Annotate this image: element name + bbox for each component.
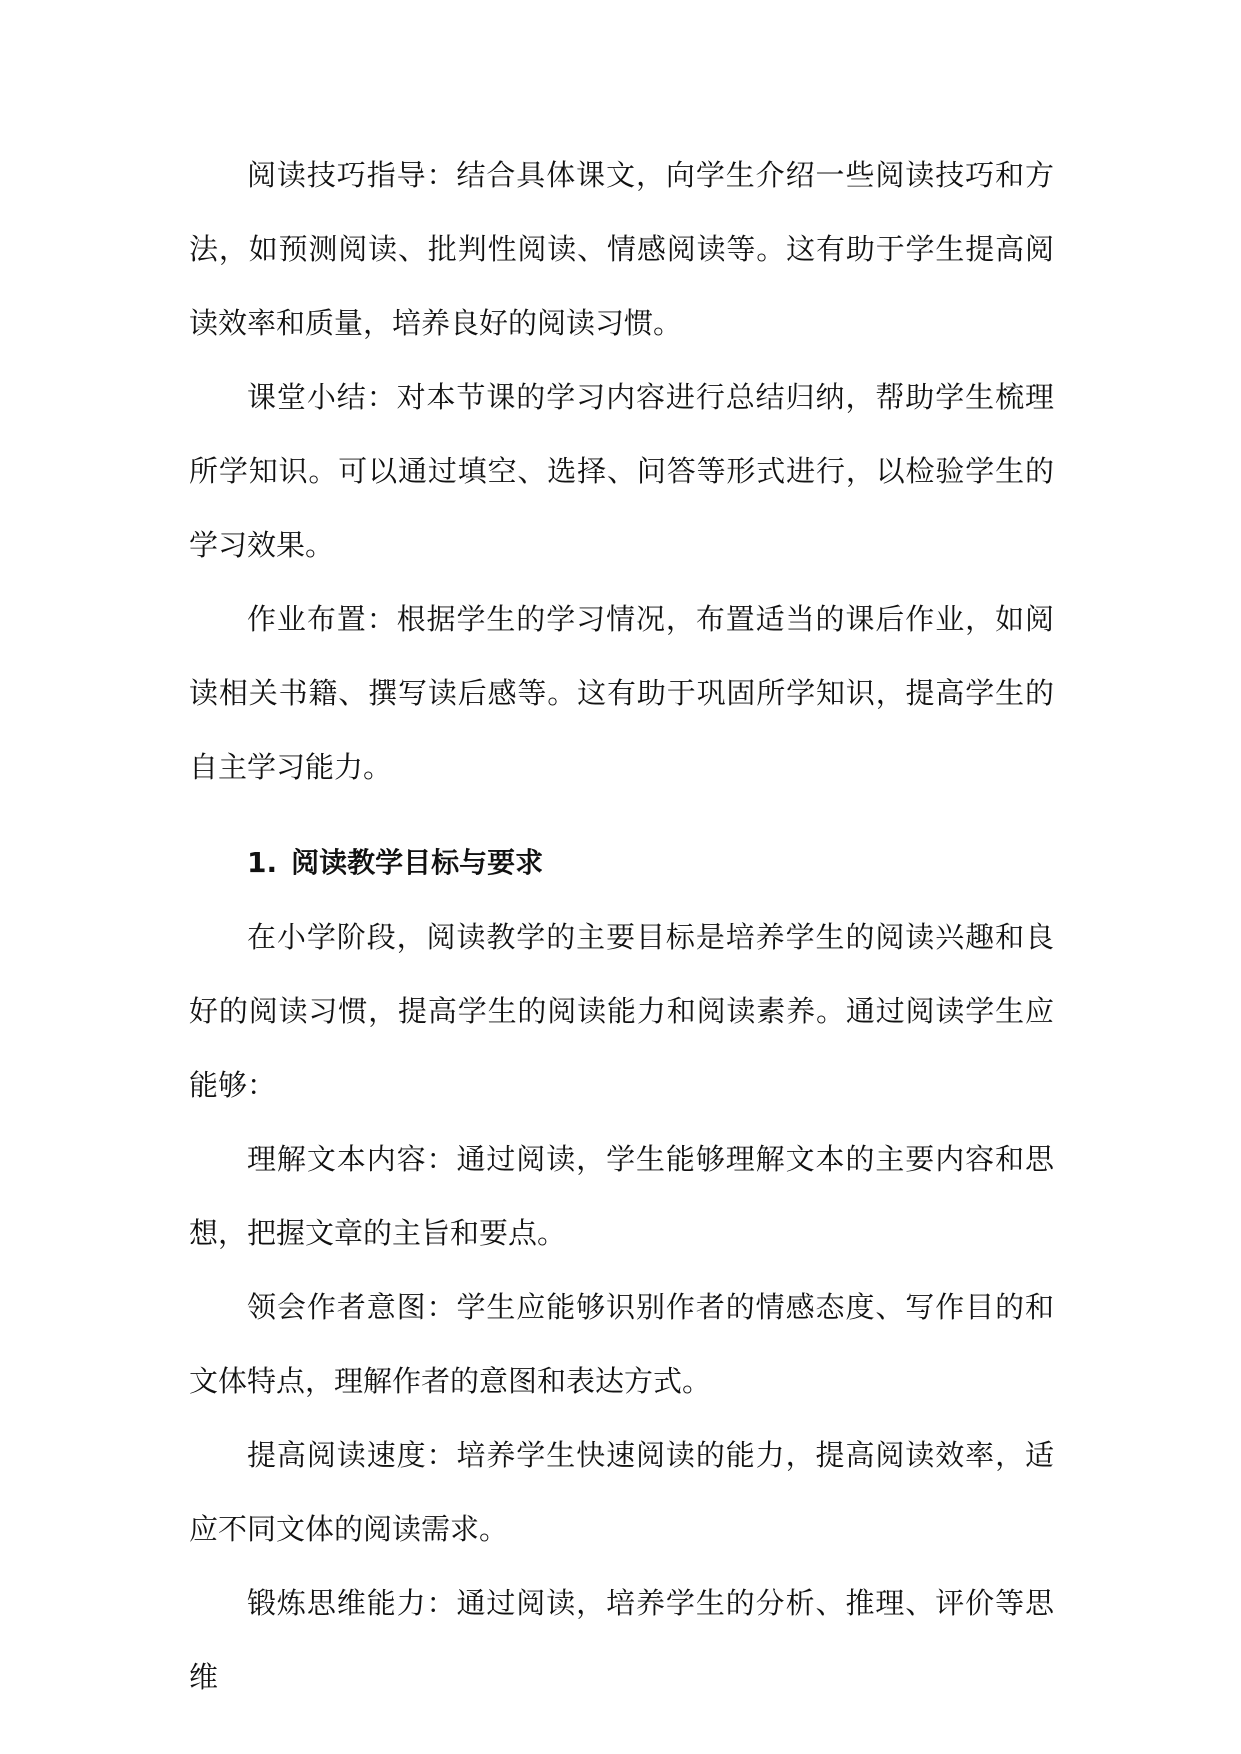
section-heading-title: 阅读教学目标与要求	[291, 846, 544, 879]
paragraph-understand-text: 理解文本内容：通过阅读，学生能够理解文本的主要内容和思想，把握文章的主旨和要点。	[189, 1142, 1054, 1250]
paragraph-teaching-goals: 在小学阶段，阅读教学的主要目标是培养学生的阅读兴趣和良好的阅读习惯，提高学生的阅读能力和阅读素养。通过阅读学生应能够：	[189, 920, 1054, 1102]
section-heading-number: 1.	[247, 846, 278, 879]
paragraph-author-intent: 领会作者意图：学生应能够识别作者的情感态度、写作目的和文体特点，理解作者的意图和表达方式。	[189, 1290, 1054, 1398]
paragraph-reading-speed: 提高阅读速度：培养学生快速阅读的能力，提高阅读效率，适应不同文体的阅读需求。	[189, 1438, 1054, 1546]
section-heading	[189, 826, 1054, 900]
paragraph-class-summary: 课堂小结：对本节课的学习内容进行总结归纳，帮助学生梳理所学知识。可以通过填空、选择、问答等形式进行，以检验学生的学习效果。	[189, 380, 1054, 562]
paragraph-reading-skills: 阅读技巧指导：结合具体课文，向学生介绍一些阅读技巧和方法，如预测阅读、批判性阅读、情感阅读等。这有助于学生提高阅读效率和质量，培养良好的阅读习惯。	[189, 158, 1054, 340]
paragraph-homework: 作业布置：根据学生的学习情况，布置适当的课后作业，如阅读相关书籍、撰写读后感等。这有助于巩固所学知识，提高学生的自主学习能力。	[189, 602, 1054, 784]
paragraph-thinking-ability: 锻炼思维能力：通过阅读，培养学生的分析、推理、评价等思维	[189, 1586, 1054, 1694]
document-body	[189, 138, 1054, 1714]
